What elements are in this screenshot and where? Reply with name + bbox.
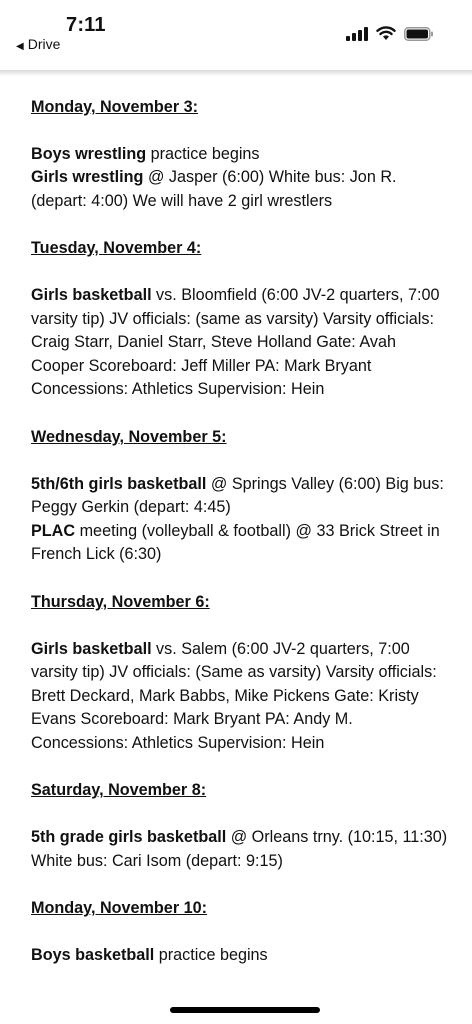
cellular-signal-icon — [346, 27, 368, 41]
day-heading: Wednesday, November 5: — [31, 427, 227, 446]
entry-details: vs. Salem (6:00 JV-2 quarters, 7:00 varsity tip) JV officials: (Same as varsity) Varsity officials: Brett Deckard, Mark Babbs, Mike Pickens Gate: Kristy Evans Scoreboard: Mark Bryant PA: Andy M. Concessions: Athletics Supervision: Hein — [31, 639, 437, 752]
schedule-entry — [31, 638, 451, 756]
schedule-entry — [31, 166, 451, 213]
entry-details: practice begins — [154, 945, 268, 964]
back-label: Drive — [27, 36, 61, 52]
day-heading: Monday, November 10: — [31, 899, 208, 918]
battery-icon — [404, 27, 434, 41]
entry-event-name: Boys basketball — [31, 945, 155, 964]
schedule-entry — [31, 473, 451, 520]
day-entries — [31, 284, 451, 402]
day-entries — [31, 944, 451, 968]
day-heading: Saturday, November 8: — [31, 781, 207, 800]
back-triangle-icon: ◀ — [16, 41, 24, 52]
entry-event-name: 5th grade girls basketball — [31, 828, 227, 847]
day-entries — [31, 473, 451, 567]
schedule-entry — [31, 284, 451, 402]
entry-details: practice begins — [146, 144, 260, 163]
status-icons — [346, 26, 434, 41]
entry-event-name: Girls basketball — [31, 285, 152, 304]
day-heading: Monday, November 3: — [31, 98, 199, 116]
entry-details: vs. Bloomfield (6:00 JV-2 quarters, 7:00 varsity tip) JV officials: (same as varsity) Varsity officials: Craig Starr, Daniel Starr, Steve Holland Gate: Avah Cooper Scoreboard: Jeff Miller PA: Mark Bryant Concessions: Athletics Supervision: Hein — [31, 285, 440, 399]
entry-event-name: PLAC — [31, 521, 76, 540]
entry-event-name: 5th/6th girls basketball — [31, 474, 207, 493]
schedule-entry — [31, 944, 451, 968]
entry-event-name: Girls wrestling — [31, 168, 144, 187]
schedule-entry — [31, 143, 451, 167]
status-bar — [0, 0, 472, 70]
day-entries — [31, 143, 451, 214]
schedule-entry — [31, 520, 451, 567]
status-time: 7:11 — [66, 14, 106, 36]
entry-details: @ Jasper (6:00) White bus: Jon R. (depart: 4:00) We will have 2 girl wrestlers — [31, 168, 397, 210]
day-heading: Tuesday, November 4: — [31, 239, 202, 258]
entry-details: @ Orleans trny. (10:15, 11:30) White bus: Cari Isom (depart: 9:15) — [31, 828, 448, 870]
entry-event-name: Girls basketball — [31, 639, 152, 658]
entry-details: @ Springs Valley (6:00) Big bus: Peggy Gerkin (depart: 4:45) — [31, 474, 444, 517]
home-indicator[interactable] — [170, 1007, 320, 1013]
schedule-entry — [31, 826, 451, 873]
back-to-drive-link[interactable] — [16, 36, 60, 52]
day-entries — [31, 638, 451, 756]
wifi-icon — [376, 26, 396, 41]
entry-event-name: Boys wrestling — [31, 144, 147, 163]
header-divider — [0, 70, 472, 76]
day-heading: Thursday, November 6: — [31, 592, 210, 611]
day-entries — [31, 826, 451, 873]
entry-details: meeting (volleyball & football) @ 33 Brick Street in French Lick (6:30) — [31, 521, 440, 564]
document-body[interactable] — [31, 96, 451, 991]
